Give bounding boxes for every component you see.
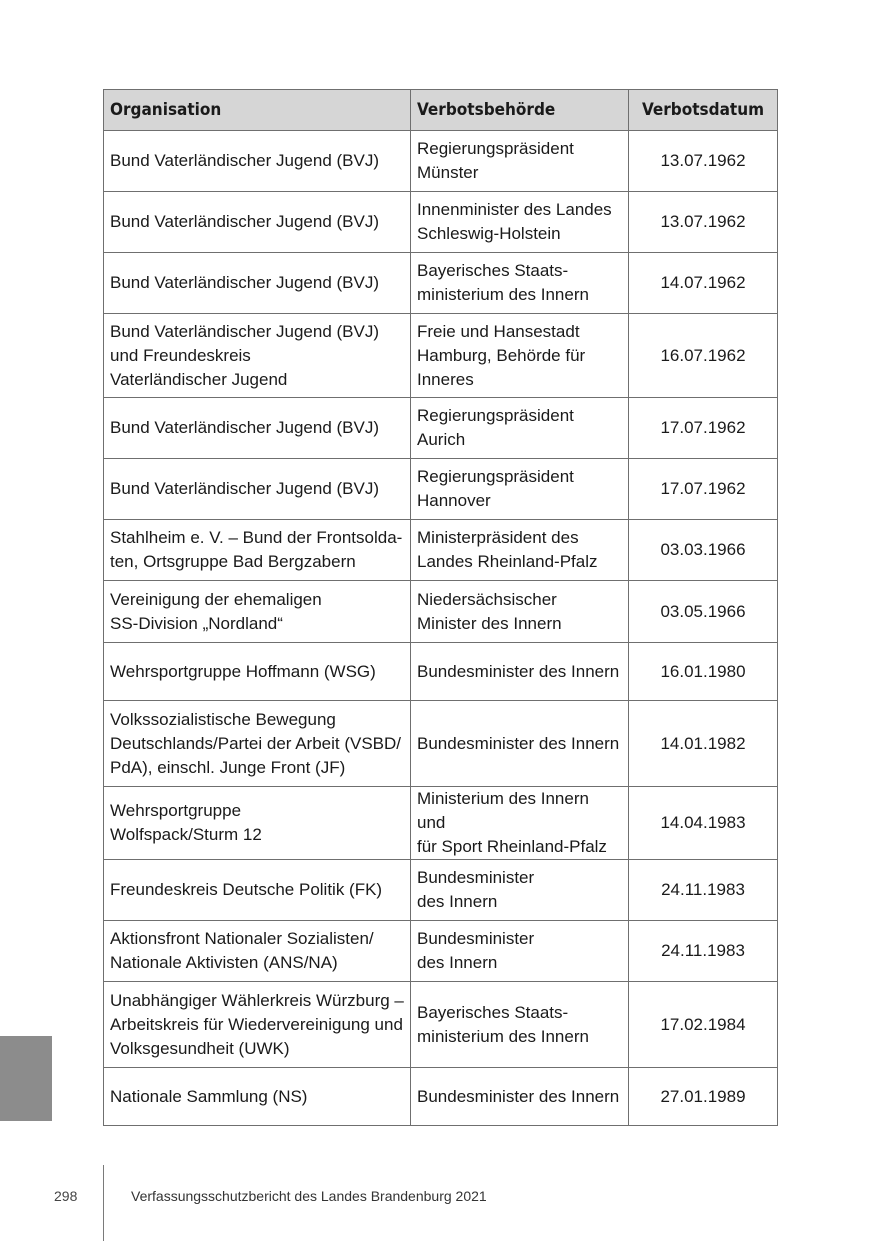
- cell-date: 17.07.1962: [629, 459, 778, 520]
- cell-organisation: Wehrsportgruppe Hoffmann (WSG): [104, 643, 411, 701]
- page-number: 298: [54, 1188, 78, 1204]
- cell-date: 14.04.1983: [629, 787, 778, 860]
- cell-date: 16.07.1962: [629, 314, 778, 398]
- table-row: [104, 921, 778, 982]
- cell-organisation: Wehrsportgruppe Wolfspack/Sturm 12: [104, 787, 411, 860]
- cell-authority: Bayerisches Staats- ministerium des Innern: [411, 253, 629, 314]
- cell-authority: Bundesminister des Innern: [411, 860, 629, 921]
- header-authority: Verbotsbehörde: [411, 90, 629, 131]
- table-row: [104, 192, 778, 253]
- cell-organisation: Bund Vaterländischer Jugend (BVJ) und Freundeskreis Vaterländischer Jugend: [104, 314, 411, 398]
- table-row: [104, 860, 778, 921]
- cell-date: 03.03.1966: [629, 520, 778, 581]
- table-row: [104, 982, 778, 1068]
- table-row: [104, 787, 778, 860]
- table-row: [104, 314, 778, 398]
- cell-organisation: Nationale Sammlung (NS): [104, 1068, 411, 1126]
- cell-authority: Ministerpräsident des Landes Rheinland-Pfalz: [411, 520, 629, 581]
- cell-date: 13.07.1962: [629, 131, 778, 192]
- table-row: [104, 643, 778, 701]
- cell-organisation: Bund Vaterländischer Jugend (BVJ): [104, 253, 411, 314]
- header-organisation: Organisation: [104, 90, 411, 131]
- cell-authority: Freie und Hansestadt Hamburg, Behörde für Inneres: [411, 314, 629, 398]
- cell-date: 14.01.1982: [629, 701, 778, 787]
- cell-organisation: Unabhängiger Wählerkreis Würzburg – Arbeitskreis für Wiedervereinigung und Volksgesundheit (UWK): [104, 982, 411, 1068]
- cell-authority: Bundesminister des Innern: [411, 921, 629, 982]
- cell-organisation: Volkssozialistische Bewegung Deutschlands/Partei der Arbeit (VSBD/ PdA), einschl. Junge Front (JF): [104, 701, 411, 787]
- cell-organisation: Bund Vaterländischer Jugend (BVJ): [104, 459, 411, 520]
- cell-organisation: Bund Vaterländischer Jugend (BVJ): [104, 131, 411, 192]
- table-row: [104, 459, 778, 520]
- table-row: [104, 253, 778, 314]
- table-row: [104, 131, 778, 192]
- cell-authority: Regierungspräsident Hannover: [411, 459, 629, 520]
- cell-organisation: Freundeskreis Deutsche Politik (FK): [104, 860, 411, 921]
- table-header: [104, 90, 778, 131]
- cell-authority: Niedersächsischer Minister des Innern: [411, 581, 629, 643]
- cell-organisation: Stahlheim e. V. – Bund der Frontsolda- ten, Ortsgruppe Bad Bergzabern: [104, 520, 411, 581]
- table-body: [104, 131, 778, 1126]
- cell-date: 17.07.1962: [629, 398, 778, 459]
- cell-authority: Bundesminister des Innern: [411, 1068, 629, 1126]
- table-row: [104, 581, 778, 643]
- table-row: [104, 701, 778, 787]
- cell-authority: Regierungspräsident Aurich: [411, 398, 629, 459]
- table-row: [104, 398, 778, 459]
- cell-authority: Innenminister des Landes Schleswig-Holstein: [411, 192, 629, 253]
- footer-title: Verfassungsschutzbericht des Landes Brandenburg 2021: [131, 1188, 487, 1204]
- cell-organisation: Vereinigung der ehemaligen SS-Division „Nordland“: [104, 581, 411, 643]
- cell-date: 24.11.1983: [629, 860, 778, 921]
- cell-date: 03.05.1966: [629, 581, 778, 643]
- cell-date: 16.01.1980: [629, 643, 778, 701]
- cell-date: 14.07.1962: [629, 253, 778, 314]
- cell-authority: Regierungspräsident Münster: [411, 131, 629, 192]
- cell-date: 24.11.1983: [629, 921, 778, 982]
- table-row: [104, 1068, 778, 1126]
- cell-authority: Bayerisches Staats- ministerium des Innern: [411, 982, 629, 1068]
- cell-date: 27.01.1989: [629, 1068, 778, 1126]
- cell-authority: Ministerium des Innern und für Sport Rheinland-Pfalz: [411, 787, 629, 860]
- table-row: [104, 520, 778, 581]
- cell-authority: Bundesminister des Innern: [411, 701, 629, 787]
- cell-organisation: Bund Vaterländischer Jugend (BVJ): [104, 192, 411, 253]
- footer-divider: [103, 1165, 104, 1241]
- cell-date: 17.02.1984: [629, 982, 778, 1068]
- cell-organisation: Bund Vaterländischer Jugend (BVJ): [104, 398, 411, 459]
- header-row: [104, 90, 778, 131]
- cell-authority: Bundesminister des Innern: [411, 643, 629, 701]
- cell-date: 13.07.1962: [629, 192, 778, 253]
- header-date: Verbotsdatum: [629, 90, 778, 131]
- cell-organisation: Aktionsfront Nationaler Sozialisten/ Nationale Aktivisten (ANS/NA): [104, 921, 411, 982]
- ban-table: [103, 89, 778, 1126]
- side-tab-marker: [0, 1036, 52, 1121]
